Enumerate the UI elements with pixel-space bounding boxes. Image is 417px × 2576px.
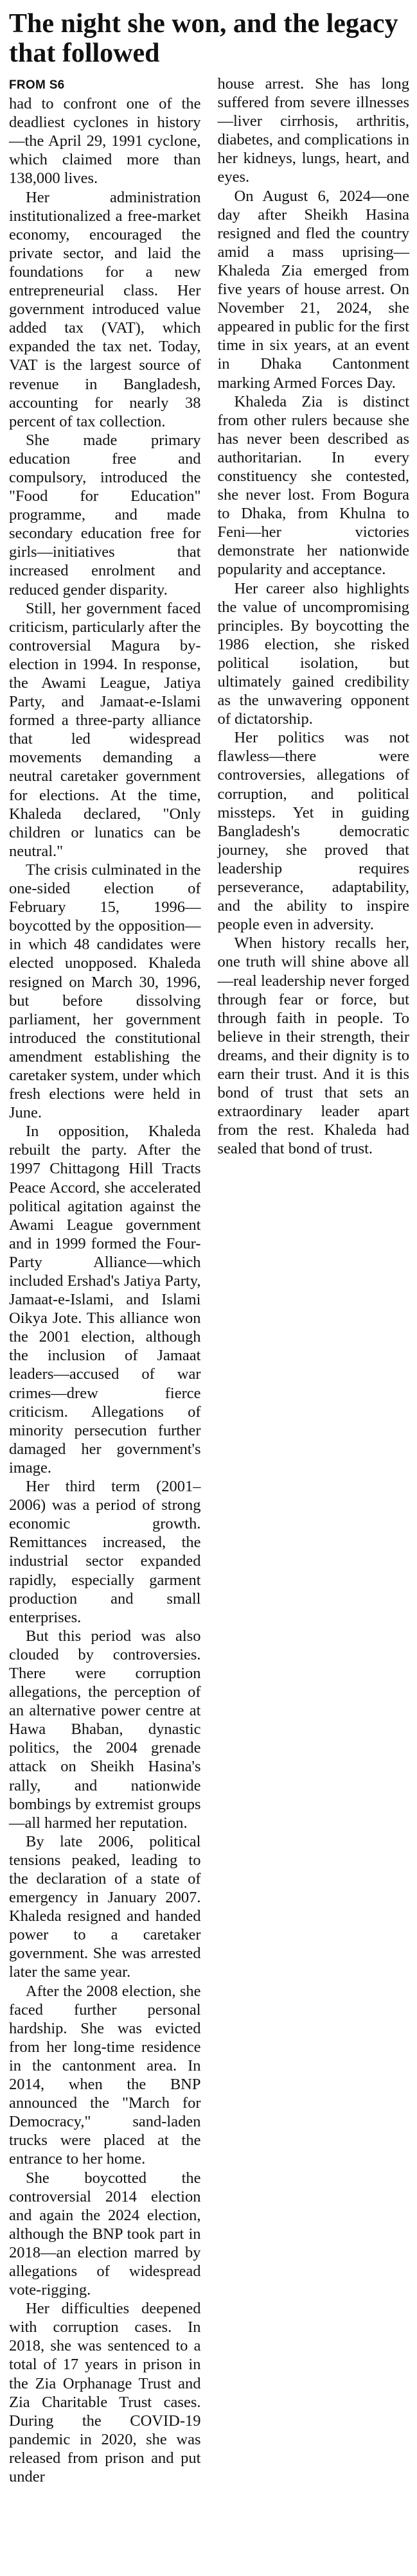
left-column [9, 74, 201, 2486]
paragraph: But this period was also clouded by controversies. There were corruption allegations, the perception of an alternative power centre at Hawa Bhaban, dynastic politics, the 2004 grenade attack on Sheikh Hasina's rally, and nationwide bombings by extremist groups—all harmed her reputation. [9, 1627, 201, 1832]
paragraph: After the 2008 election, she faced further personal hardship. She was evicted from her long-time residence in the cantonment area. In 2014, when the BNP announced the "March for Democracy," sand-laden trucks were placed at the entrance to her home. [9, 1982, 201, 2168]
paragraph-text: had to confront one of the deadliest cyclones in history—the April 29, 1991 cyclone, which claimed more than 138,000 lives. [9, 95, 201, 188]
article-body [9, 74, 409, 2486]
paragraph: In opposition, Khaleda rebuilt the party. After the 1997 Chittagong Hill Tracts Peace Accord, she accelerated political agitation against the Awami League government and in 1999 formed the Four-Party Alliance—which included Ershad's Jatiya Party, Jamaat-e-Islami, and Islami Oikya Jote. This alliance won the 2001 election, although the inclusion of Jamaat leaders—accused of war crimes—drew fierce criticism. Allegations of minority persecution further damaged her government's image. [9, 1123, 201, 1476]
paragraph: She boycotted the controversial 2014 election and again the 2024 election, although the BNP took part in 2018—an election marred by allegations of widespread vote-rigging. [9, 2169, 201, 2299]
paragraph: The crisis culminated in the one-sided election of February 15, 1996—boycotted by the opposition—in which 48 candidates were elected unopposed. Khaleda resigned on March 30, 1996, but before dissolving parliament, her government introduced the constitutional amendment establishing the caretaker system, under which fresh elections were held in June. [9, 861, 201, 1122]
paragraph: By late 2006, political tensions peaked, leading to the declaration of a state of emergency in January 2007. Khaleda resigned and handed power to a caretaker government. She was arrested later the same year. [9, 1832, 201, 1981]
paragraph [9, 74, 201, 188]
paragraph: Her third term (2001–2006) was a period of strong economic growth. Remittances increased, the industrial sector expanded rapidly, especially garment production and small enterprises. [9, 1478, 201, 1626]
paragraph: She made primary education free and compulsory, introduced the "Food for Education" programme, and made secondary education free for girls—initiatives that increased enrolment and reduced gender disparity. [9, 431, 201, 599]
paragraph: On August 6, 2024—one day after Sheikh Hasina resigned and fled the country amid a mass uprising—Khaleda Zia emerged from five years of house arrest. On November 21, 2024, she appeared in public for the first time in six years, at an event in Dhaka Cantonment marking Armed Forces Day. [217, 187, 409, 392]
paragraph: Khaleda Zia is distinct from other rulers because she has never been described as authoritarian. In every constituency she contested, she never lost. From Bogura to Dhaka, from Khulna to Feni—her victories demonstrate her nationwide popularity and acceptance. [217, 392, 409, 579]
paragraph: Her administration institutionalized a free-market economy, encouraged the private sector, and laid the foundations for a new entrepreneurial class. Her government introduced value added tax (VAT), which expanded the tax net. Today, VAT is the largest source of revenue in Bangladesh, accounting for nearly 38 percent of tax collection. [9, 188, 201, 430]
right-column [218, 74, 410, 1158]
paragraph: Her career also highlights the value of uncompromising principles. By boycotting the 1986 election, she risked political isolation, but ultimately gained credibility as the unwavering opponent of dictatorship. [217, 579, 409, 728]
paragraph: Still, her government faced criticism, particularly after the controversial Magura by-election in 1994. In response, the Awami League, Jatiya Party, and Jamaat-e-Islami formed a three-party alliance that led widespread movements demanding a neutral caretaker government for elections. At the time, Khaleda declared, "Only children or lunatics can be neutral." [9, 599, 201, 860]
headline: The night she won, and the legacy that followed [9, 9, 398, 68]
paragraph: Her politics was not flawless—there were controversies, allegations of corruption, and political missteps. Yet in guiding Bangladesh's democratic journey, she proved that leadership requires perseverance, adaptability, and the ability to inspire people even in adversity. [217, 729, 409, 934]
paragraph: house arrest. She has long suffered from severe illnesses—liver cirrhosis, arthritis, diabetes, and complications in her kidneys, lungs, heart, and eyes. [217, 75, 409, 186]
paragraph: When history recalls her, one truth will shine above all—real leadership never forged through fear or force, but through faith in people. To believe in their strength, their dreams, and their dignity is to earn their trust. And it is this bond of trust that sets an extraordinary leader apart from the rest. Khaleda had sealed that bond of trust. [217, 934, 409, 1158]
dateline: FROM S6 [9, 78, 65, 92]
paragraph: Her difficulties deepened with corruption cases. In 2018, she was sentenced to a total of 17 years in prison in the Zia Orphanage Trust and Zia Charitable Trust cases. During the COVID-19 pandemic in 2020, she was released from prison and put under [9, 2300, 201, 2485]
